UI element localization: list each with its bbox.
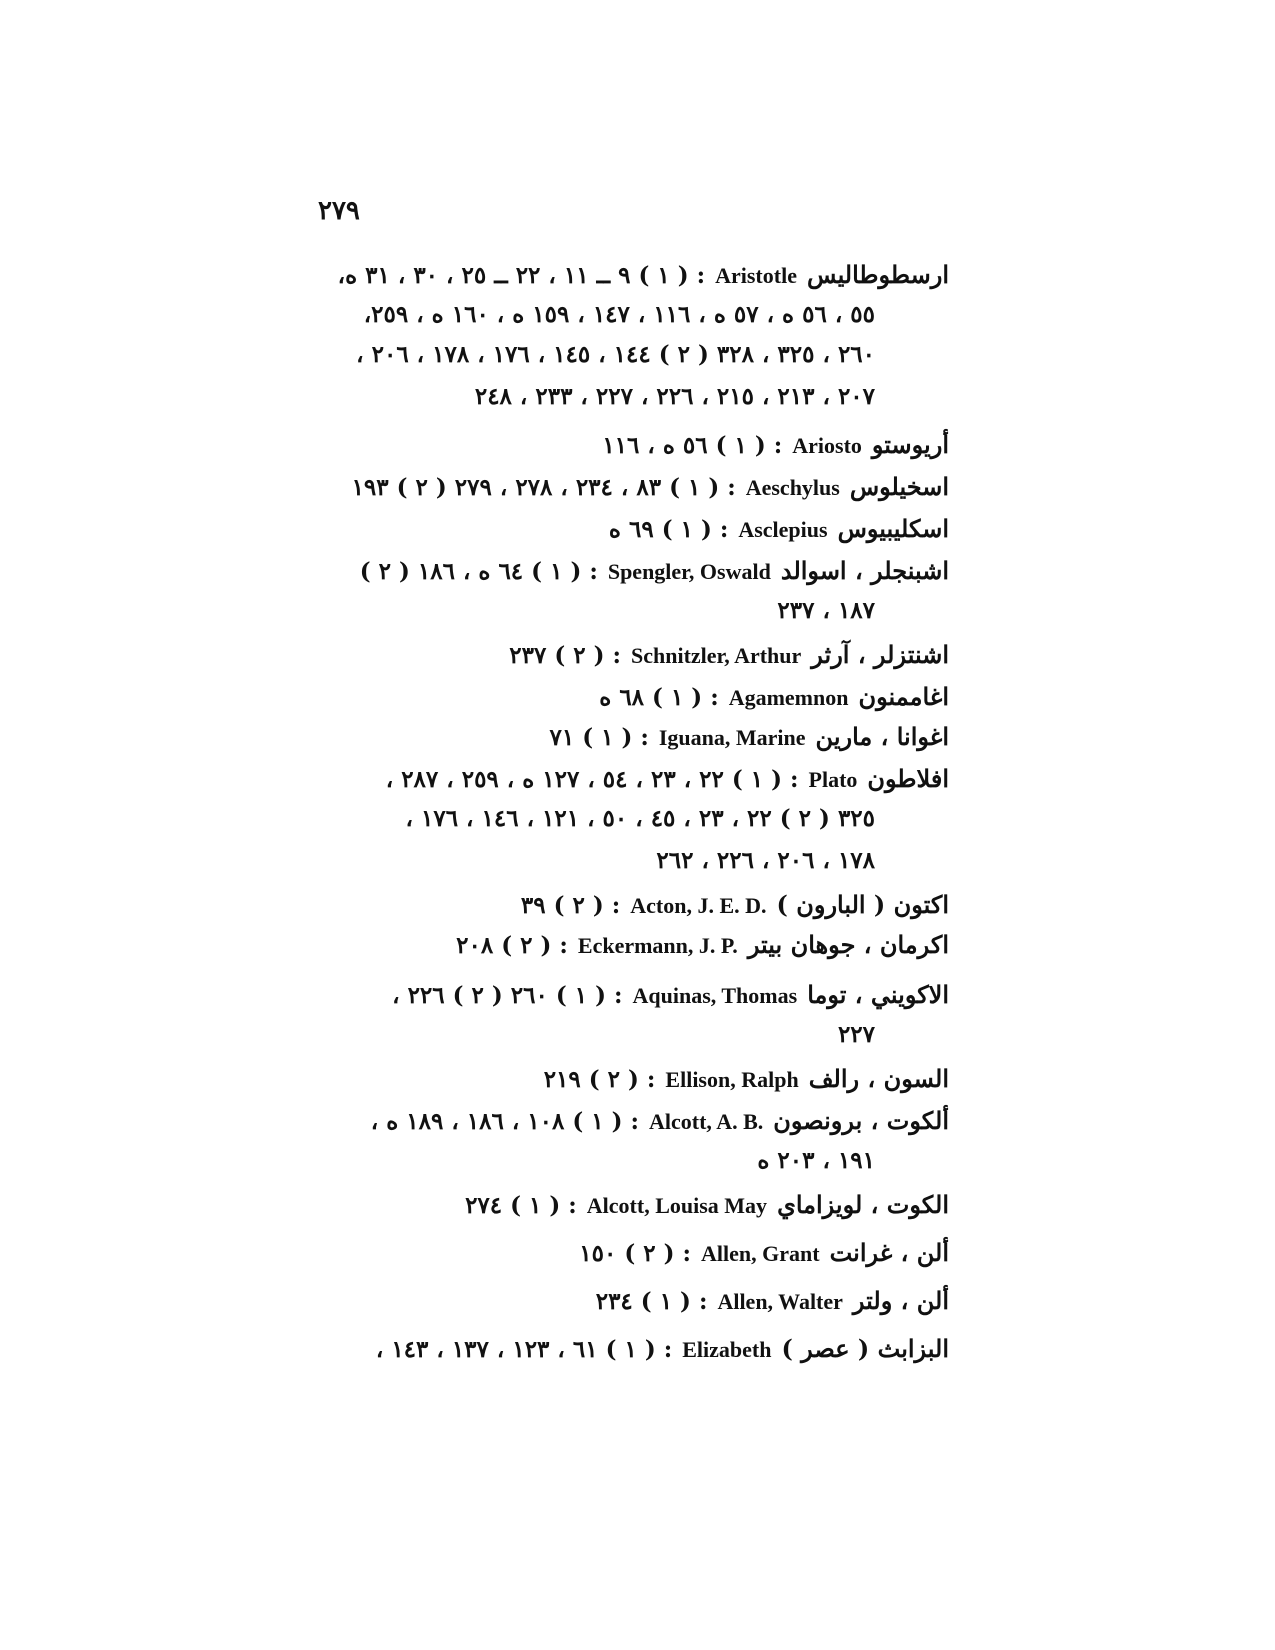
- page-refs: ٢٦٠ ، ٣٢٥ ، ٣٢٨ ( ٢ ) ١٤٤ ، ١٤٥ ، ١٧٦ ، ١٧٨ ، ٢٠٦ ،: [356, 341, 875, 368]
- page-refs: : ( ١ ) ٢٧٤: [465, 1192, 577, 1219]
- index-entry-agamemnon: [599, 676, 949, 718]
- arabic-term: ألكوت ، برونصون: [773, 1106, 949, 1135]
- index-entry-aristotle: [338, 254, 949, 296]
- index-entry-continuation: [356, 334, 875, 376]
- index-entry-continuation: [364, 294, 875, 336]
- page-refs: : ( ٢ ) ١٥٠: [579, 1240, 692, 1267]
- arabic-term: السون ، رالف: [808, 1064, 949, 1093]
- page-refs: : ( ١ ) ٩ ــ ١١ ، ٢٢ ــ ٢٥ ، ٣٠ ، ٣١ ه،: [337, 262, 706, 289]
- latin-term: Aristotle: [715, 263, 797, 288]
- index-entry-continuation: [475, 376, 875, 418]
- latin-term: Ellison, Ralph: [665, 1067, 799, 1092]
- page-refs: ٢٠٧ ، ٢١٣ ، ٢١٥ ، ٢٢٦ ، ٢٢٧ ، ٢٣٣ ، ٢٤٨: [474, 383, 875, 410]
- index-entry-alcott-ab: [371, 1100, 949, 1142]
- index-entry-acton: [521, 884, 949, 926]
- arabic-term: اسخيلوس: [849, 472, 949, 501]
- page-refs: ٢٢٧: [837, 1021, 875, 1048]
- arabic-term: الكوت ، لويزاماي: [777, 1190, 949, 1219]
- latin-term: Allen, Walter: [717, 1289, 843, 1314]
- latin-term: Allen, Grant: [701, 1241, 820, 1266]
- latin-term: Plato: [808, 767, 858, 792]
- arabic-term: افلاطون: [867, 764, 949, 793]
- page-refs: : ( ١ ) ٢٣٤: [595, 1288, 708, 1315]
- arabic-term: اشنتزلر ، آرثر: [811, 640, 949, 669]
- arabic-term: أريوستو: [871, 430, 949, 459]
- arabic-term: اغاممنون: [858, 682, 949, 711]
- index-entry-eckermann: [456, 924, 949, 966]
- page-refs: : ( ١ ) ٦٤ ه ، ١٨٦ ( ٢ ): [359, 558, 598, 585]
- index-entry-continuation: [757, 1140, 875, 1182]
- arabic-term: اسكليبيوس: [837, 514, 949, 543]
- latin-term: Schnitzler, Arthur: [631, 643, 802, 668]
- page-refs: : ( ١ ) ٥٦ ه ، ١١٦: [602, 432, 783, 459]
- page-refs: ٣٢٥ ( ٢ ) ٢٢ ، ٢٣ ، ٤٥ ، ٥٠ ، ١٢١ ، ١٤٦ ، ١٧٦ ،: [405, 805, 875, 832]
- page-refs: : ( ٢ ) ٢٠٨: [456, 932, 568, 959]
- page-refs: ١٩١ ، ٢٠٣ ه: [757, 1147, 875, 1174]
- page-refs: : ( ٢ ) ٢٣٧: [509, 642, 621, 669]
- page-refs: : ( ١ ) ٦٨ ه: [599, 684, 719, 711]
- page-number: ٢٧٩: [318, 196, 360, 226]
- index-entry-continuation: [656, 840, 875, 882]
- arabic-term: البزابث ( عصر ): [781, 1334, 949, 1363]
- latin-term: Alcott, Louisa May: [586, 1193, 768, 1218]
- index-entry-allen-walter: [596, 1280, 949, 1322]
- arabic-term: ألن ، غرانت: [829, 1238, 949, 1267]
- page-refs: ٥٥ ، ٥٦ ه ، ٥٧ ه ، ١١٦ ، ١٤٧ ، ١٥٩ ه ، ١٦٠ ه ، ٢٥٩،: [363, 301, 875, 328]
- index-entry-aeschylus: [352, 466, 949, 508]
- index-entry-plato: [386, 758, 949, 800]
- latin-term: Iguana, Marine: [658, 725, 806, 750]
- arabic-term: اكتون ( البارون ): [776, 890, 949, 919]
- index-entry-ariosto: [602, 424, 949, 466]
- arabic-term: اغوانا ، مارين: [815, 722, 949, 751]
- arabic-term: اكرمان ، جوهان بيتر: [747, 930, 949, 959]
- arabic-term: ألن ، ولتر: [852, 1286, 949, 1315]
- index-entry-allen-grant: [579, 1232, 949, 1274]
- index-entry-continuation: [838, 1014, 875, 1056]
- page-refs: ١٨٧ ، ٢٣٧: [777, 597, 875, 624]
- index-entry-alcott-louisa: [465, 1184, 949, 1226]
- index-entry-iguana: [549, 716, 949, 758]
- latin-term: Aquinas, Thomas: [632, 983, 798, 1008]
- index-entry-ellison: [544, 1058, 949, 1100]
- latin-term: Eckermann, J. P.: [577, 933, 738, 958]
- page-refs: : ( ١ ) ١٠٨ ، ١٨٦ ، ١٨٩ ه ،: [370, 1108, 640, 1135]
- latin-term: Alcott, A. B.: [649, 1109, 764, 1134]
- index-entry-elizabeth: [376, 1328, 949, 1370]
- page-refs: : ( ١ ) ٧١: [549, 724, 649, 751]
- index-entry-aquinas: [392, 974, 949, 1016]
- latin-term: Ariosto: [792, 433, 862, 458]
- page-refs: : ( ٢ ) ٣٩: [520, 892, 621, 919]
- latin-term: Spengler, Oswald: [607, 559, 771, 584]
- index-entry-schnitzler: [509, 634, 949, 676]
- page-refs: : ( ١ ) ٦١ ، ١٢٣ ، ١٣٧ ، ١٤٣ ،: [375, 1336, 673, 1363]
- page-refs: : ( ١ ) ٨٣ ، ٢٣٤ ، ٢٧٨ ، ٢٧٩ ( ٢ ) ١٩٣: [351, 474, 736, 501]
- arabic-term: اشبنجلر ، اسوالد: [780, 556, 949, 585]
- page-refs: ١٧٨ ، ٢٠٦ ، ٢٢٦ ، ٢٦٢: [656, 847, 875, 874]
- index-entry-continuation: [406, 798, 875, 840]
- latin-term: Agamemnon: [728, 685, 849, 710]
- latin-term: Acton, J. E. D.: [630, 893, 767, 918]
- arabic-term: الاكويني ، توما: [807, 980, 949, 1009]
- latin-term: Elizabeth: [682, 1337, 772, 1362]
- arabic-term: ارسطوطاليس: [806, 260, 949, 289]
- page-refs: : ( ١ ) ٢٢ ، ٢٣ ، ٥٤ ، ١٢٧ ه ، ٢٥٩ ، ٢٨٧ ،: [385, 766, 799, 793]
- index-entry-asclepius: [609, 508, 949, 550]
- index-entry-spengler: [360, 550, 949, 592]
- latin-term: Asclepius: [738, 517, 828, 542]
- page-refs: : ( ١ ) ٢٦٠ ( ٢ ) ٢٢٦ ،: [392, 982, 623, 1009]
- page-refs: : ( ٢ ) ٢١٩: [543, 1066, 656, 1093]
- latin-term: Aeschylus: [745, 475, 840, 500]
- page-refs: : ( ١ ) ٦٩ ه: [608, 516, 729, 543]
- index-entry-continuation: [777, 590, 875, 632]
